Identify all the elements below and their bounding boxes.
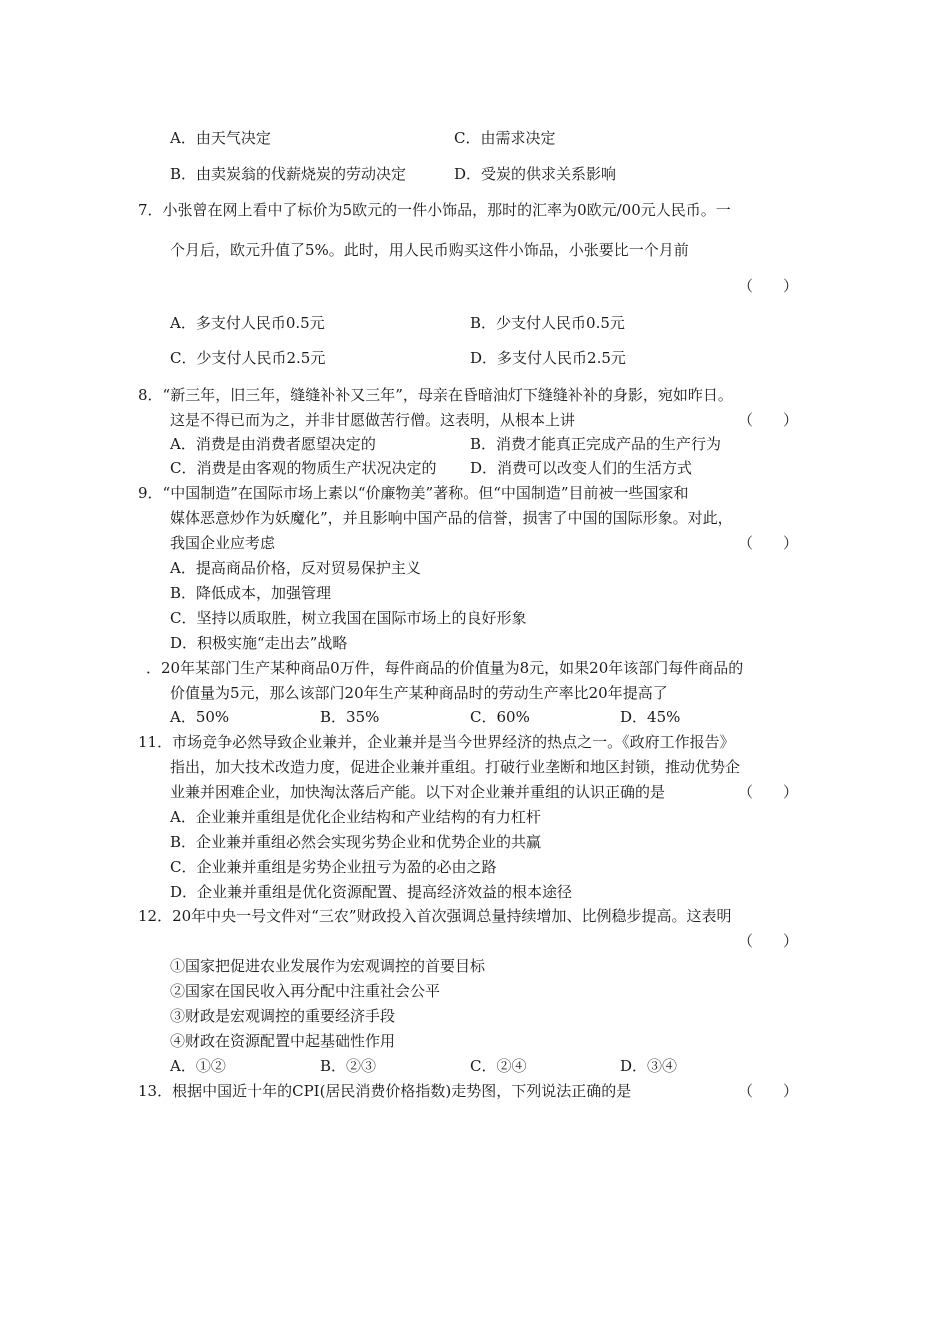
- q12-statement-1: ①国家把促进农业发展作为宏观调控的首要目标: [170, 957, 486, 975]
- q6-option-d: D．受炭的供求关系影响: [454, 165, 617, 183]
- q12-option-c: C．②④: [470, 1057, 527, 1075]
- q7-answer-bracket: （ ）: [738, 277, 799, 295]
- q9-stem-line1: 9．“中国制造”在国际市场上素以“价廉物美”著称。但“中国制造”目前被一些国家和: [138, 484, 689, 502]
- q7-stem-line2: 个月后，欧元升值了5%。此时，用人民币购买这件小饰品，小张要比一个月前: [170, 241, 689, 259]
- q12-answer-bracket: （ ）: [738, 932, 799, 950]
- q12-statement-2: ②国家在国民收入再分配中注重社会公平: [170, 982, 441, 1000]
- q11-option-c: C．企业兼并重组是劣势企业扭亏为盈的必由之路: [170, 858, 497, 876]
- q11-answer-bracket: （ ）: [738, 783, 799, 801]
- q6-option-a: A．由天气决定: [170, 129, 271, 147]
- q12-option-d: D．③④: [620, 1057, 678, 1075]
- q8-option-b: B．消费才能真正完成产品的生产行为: [470, 435, 722, 453]
- q9-option-d: D．积极实施“走出去”战略: [170, 634, 348, 652]
- q6-option-b: B．由卖炭翁的伐薪烧炭的劳动决定: [170, 165, 407, 183]
- q10-option-a: A．50%: [170, 708, 230, 726]
- q11-stem-line2: 指出，加大技术改造力度，促进企业兼并重组。打破行业垄断和地区封锁，推动优势企: [170, 758, 741, 776]
- q12-statement-4: ④财政在资源配置中起基础性作用: [170, 1032, 396, 1050]
- q12-option-b: B．②③: [320, 1057, 377, 1075]
- q10-option-d: D．45%: [620, 708, 681, 726]
- q10-stem-line1: ．20年某部门生产某种商品0万件，每件商品的价值量为8元，如果20年该部门每件商品的: [146, 659, 744, 677]
- q7-option-b: B．少支付人民币0.5元: [470, 314, 625, 332]
- q11-stem-line1: 11．市场竞争必然导致企业兼并，企业兼并是当今世界经济的热点之一。《政府工作报告》: [138, 733, 735, 751]
- q11-stem-line3: 业兼并困难企业，加快淘汰落后产能。以下对企业兼并重组的认识正确的是: [170, 783, 666, 801]
- q8-answer-bracket: （ ）: [738, 411, 799, 429]
- q10-option-c: C．60%: [470, 708, 530, 726]
- q8-option-a: A．消费是由消费者愿望决定的: [170, 435, 376, 453]
- q13-answer-bracket: （ ）: [738, 1082, 799, 1100]
- q8-option-d: D．消费可以改变人们的生活方式: [470, 459, 693, 477]
- q11-option-b: B．企业兼并重组必然会实现劣势企业和优势企业的共赢: [170, 833, 542, 851]
- q9-option-b: B．降低成本，加强管理: [170, 584, 332, 602]
- q8-stem-line1: 8．“新三年，旧三年，缝缝补补又三年”，母亲在昏暗油灯下缝缝补补的身影，宛如昨日。: [138, 386, 733, 404]
- q8-option-c: C．消费是由客观的物质生产状况决定的: [170, 459, 437, 477]
- q9-answer-bracket: （ ）: [738, 534, 799, 552]
- q7-option-d: D．多支付人民币2.5元: [470, 349, 626, 367]
- q13-stem-line1: 13．根据中国近十年的CPI(居民消费价格指数)走势图，下列说法正确的是: [138, 1082, 632, 1100]
- q11-option-d: D．企业兼并重组是优化资源配置、提高经济效益的根本途径: [170, 883, 573, 901]
- q6-option-c: C．由需求决定: [454, 129, 556, 147]
- q10-stem-line2: 价值量为5元，那么该部门20年生产某种商品时的劳动生产率比20年提高了: [170, 684, 668, 702]
- q9-option-c: C．坚持以质取胜，树立我国在国际市场上的良好形象: [170, 609, 527, 627]
- q10-option-b: B．35%: [320, 708, 380, 726]
- q12-stem-line1: 12．20年中央一号文件对“三农”财政投入首次强调总量持续增加、比例稳步提高。这表明: [138, 907, 732, 925]
- q7-stem-line1: 7．小张曾在网上看中了标价为5欧元的一件小饰品，那时的汇率为0欧元/00元人民币。一: [138, 201, 731, 219]
- q8-stem-line2: 这是不得已而为之，并非甘愿做苦行僧。这表明，从根本上讲: [170, 411, 576, 429]
- q9-stem-line2: 媒体恶意炒作为妖魔化”，并且影响中国产品的信誉，损害了中国的国际形象。对此，: [170, 509, 733, 527]
- q12-statement-3: ③财政是宏观调控的重要经济手段: [170, 1007, 396, 1025]
- q7-option-c: C．少支付人民币2.5元: [170, 349, 326, 367]
- q11-option-a: A．企业兼并重组是优化企业结构和产业结构的有力杠杆: [170, 808, 541, 826]
- q12-option-a: A．①②: [170, 1057, 226, 1075]
- q9-stem-line3: 我国企业应考虑: [170, 534, 276, 552]
- q9-option-a: A．提高商品价格，反对贸易保护主义: [170, 559, 421, 577]
- q7-option-a: A．多支付人民币0.5元: [170, 314, 325, 332]
